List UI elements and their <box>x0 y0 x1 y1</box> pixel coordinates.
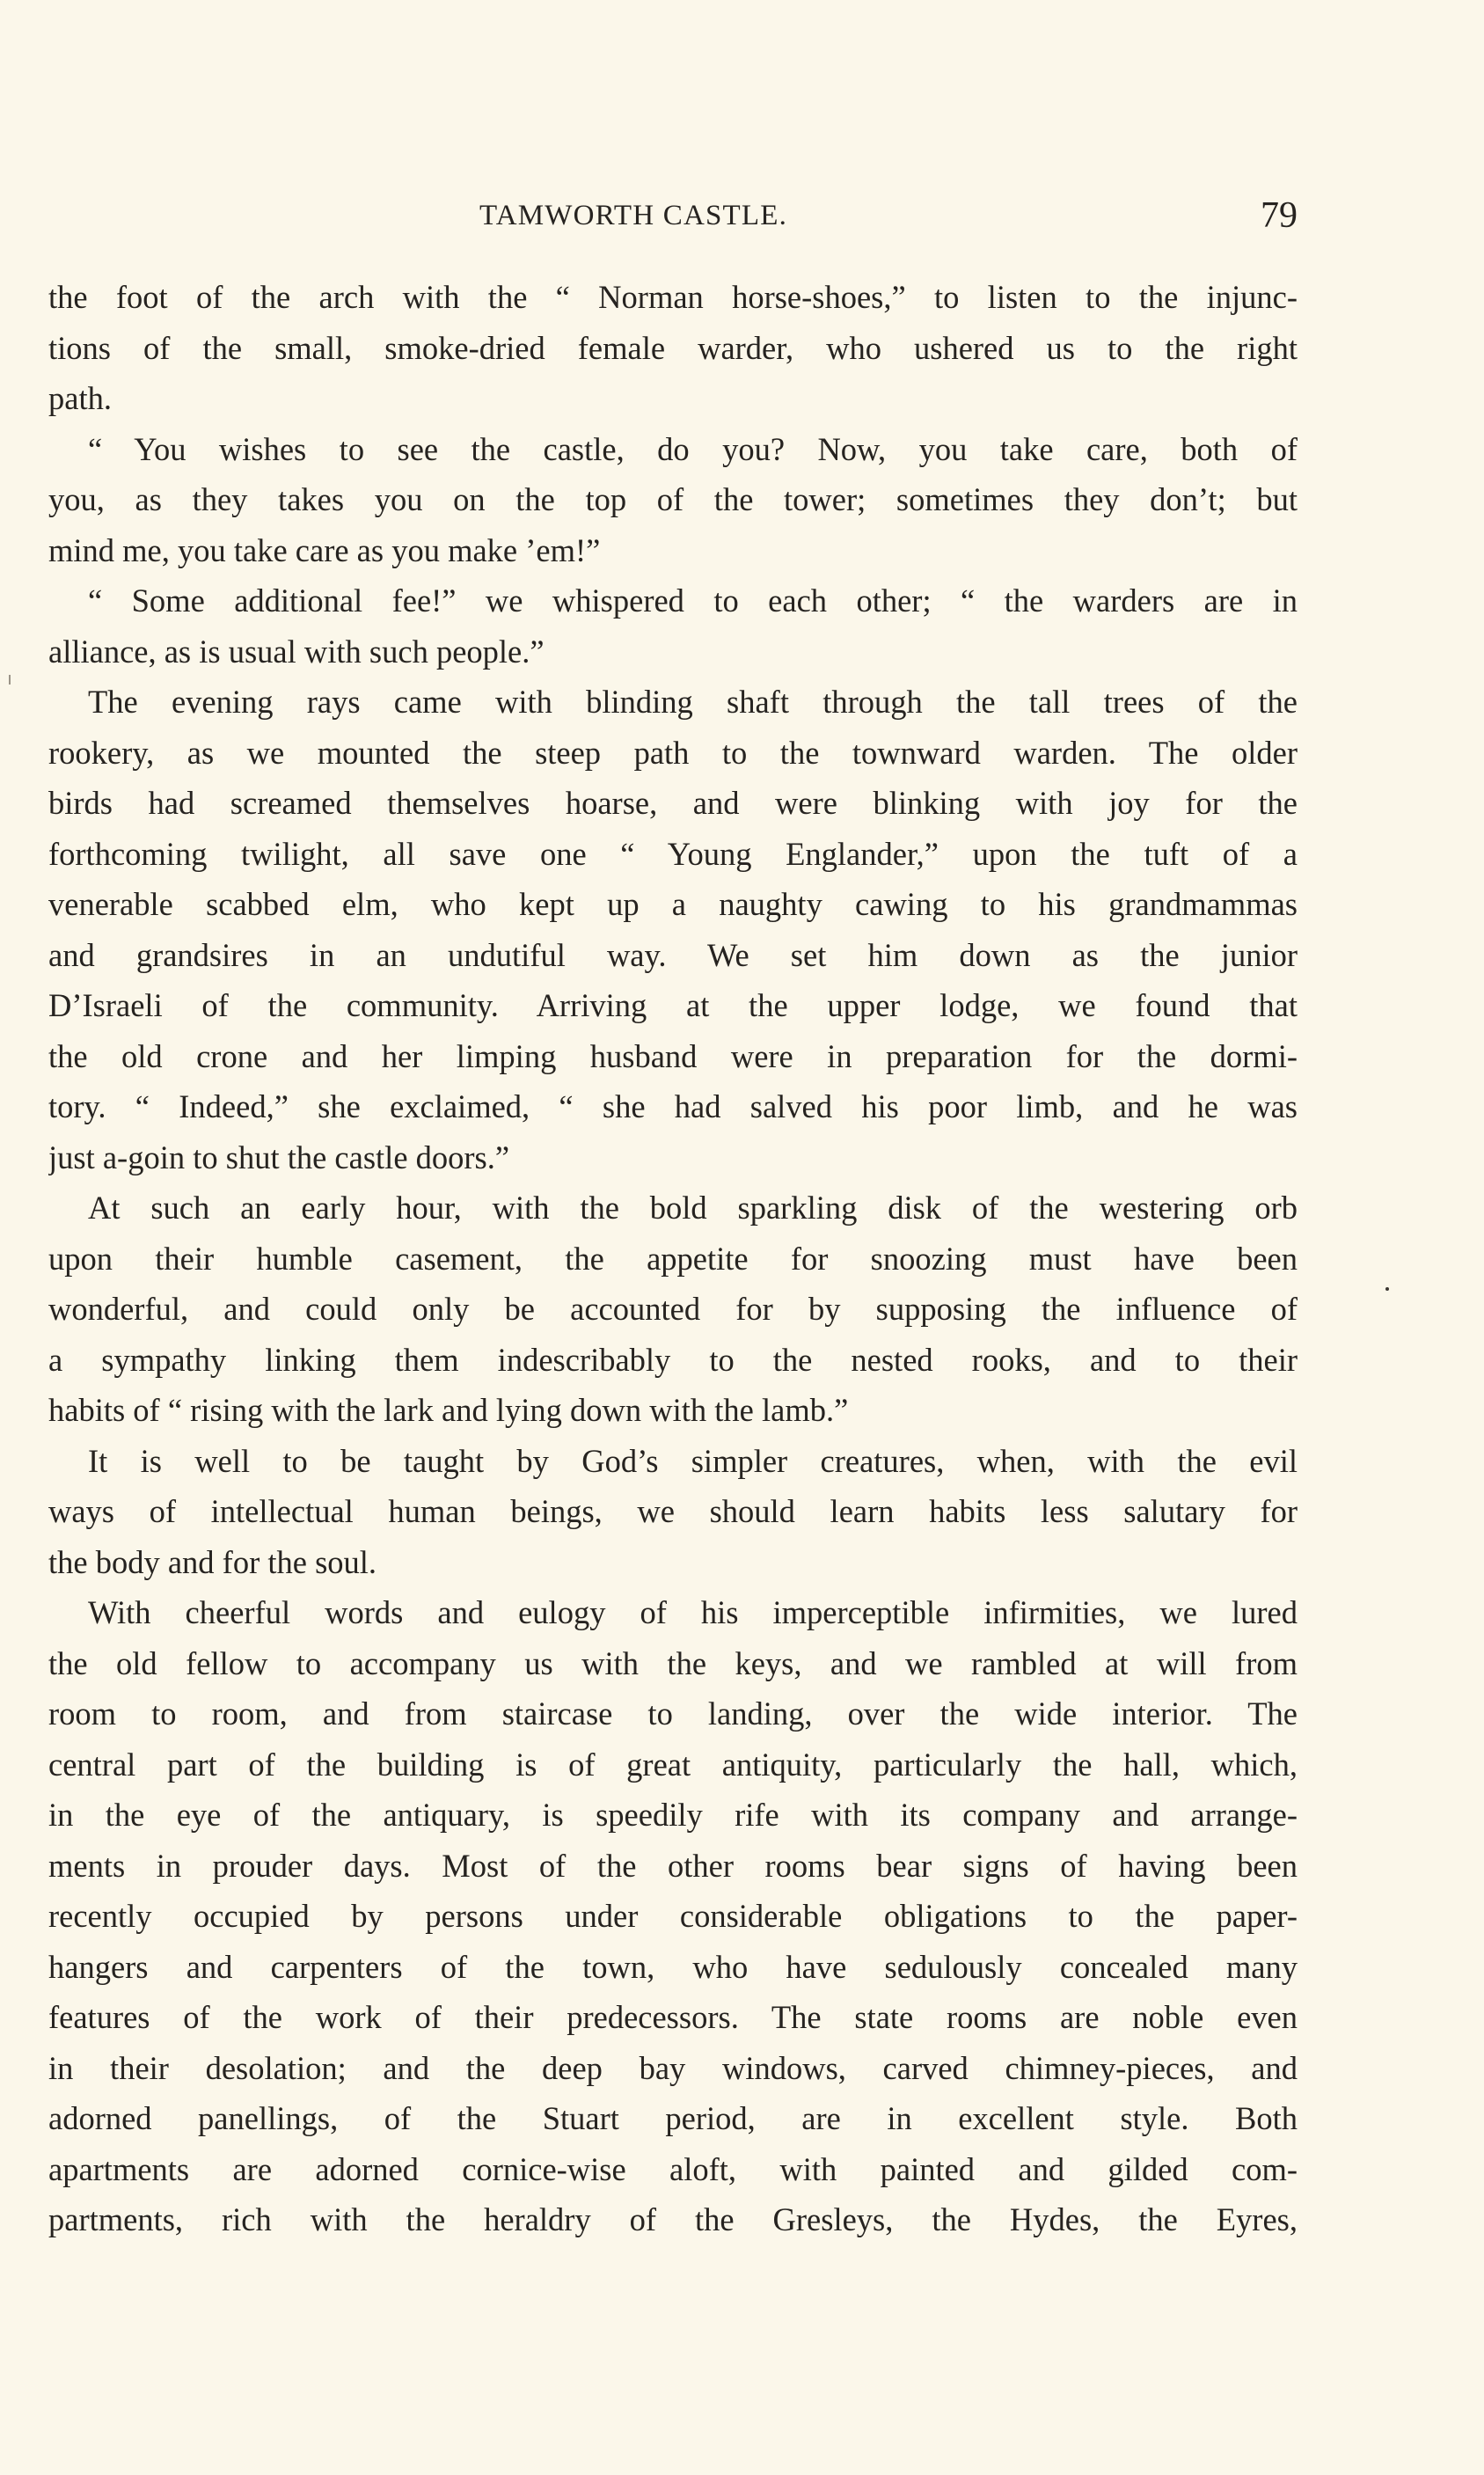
text-line: venerable scabbed elm, who kept up a naughty cawing to his grandmammas <box>48 886 1298 922</box>
text-line: partments, rich with the heraldry of the Gresleys, the Hydes, the Eyres, <box>48 2201 1298 2237</box>
text-line: the body and for the soul. <box>48 1543 377 1580</box>
text-line: the old crone and her limping husband were in preparation for the dormi- <box>48 1037 1298 1074</box>
text-line: “ You wishes to see the castle, do you? Now, you take care, both of <box>88 430 1298 467</box>
text-line: wonderful, and could only be accounted for by supposing the influence of <box>48 1291 1298 1327</box>
text-line: ments in prouder days. Most of the other rooms bear signs of having been <box>48 1847 1298 1884</box>
text-line: features of the work of their predecessors. The state rooms are noble even <box>48 1999 1298 2035</box>
text-line: mind me, you take care as you make ’em!” <box>48 531 601 568</box>
text-line: At such an early hour, with the bold sparkling disk of the westering orb <box>88 1190 1298 1226</box>
text-line: The evening rays came with blinding shaft through the tall trees of the <box>88 684 1298 720</box>
text-line: D’Israeli of the community. Arriving at the upper lodge, we found that <box>48 987 1298 1023</box>
text-line: alliance, as is usual with such people.” <box>48 633 545 670</box>
text-line: rookery, as we mounted the steep path to the townward warden. The older <box>48 734 1298 771</box>
margin-dot <box>1385 1287 1389 1291</box>
text-line: apartments are adorned cornice-wise aloft, with painted and gilded com- <box>48 2150 1298 2187</box>
text-line: you, as they takes you on the top of the tower; sometimes they don’t; but <box>48 481 1298 517</box>
text-line: birds had screamed themselves hoarse, and were blinking with joy for the <box>48 785 1298 821</box>
text-line: just a-goin to shut the castle doors.” <box>48 1139 510 1175</box>
text-line: path. <box>48 380 112 416</box>
text-line: It is well to be taught by God’s simpler creatures, when, with the evil <box>88 1442 1298 1479</box>
text-line: in the eye of the antiquary, is speedily rife with its company and arrange- <box>48 1797 1298 1833</box>
running-head <box>0 194 1484 247</box>
text-line: adorned panellings, of the Stuart period, are in excellent style. Both <box>48 2100 1298 2136</box>
text-line: habits of “ rising with the lark and lying down with the lamb.” <box>48 1392 849 1428</box>
text-line: hangers and carpenters of the town, who have sedulously concealed many <box>48 1948 1298 1985</box>
page-number: 79 <box>1261 195 1298 236</box>
text-line: recently occupied by persons under considerable obligations to the paper- <box>48 1898 1298 1934</box>
text-line: central part of the building is of great antiquity, particularly the hall, which, <box>48 1746 1298 1783</box>
text-line: upon their humble casement, the appetite for snoozing must have been <box>48 1240 1298 1277</box>
text-line: and grandsires in an undutiful way. We set him down as the junior <box>48 936 1298 973</box>
text-line: ways of intellectual human beings, we should learn habits less salutary for <box>48 1493 1298 1529</box>
margin-speck <box>9 675 11 685</box>
running-head-title: TAMWORTH CASTLE. <box>479 200 788 231</box>
text-line: a sympathy linking them indescribably to the nested rooks, and to their <box>48 1341 1298 1378</box>
text-line: tions of the small, smoke-dried female warder, who ushered us to the right <box>48 329 1298 366</box>
text-line: tory. “ Indeed,” she exclaimed, “ she had salved his poor limb, and he was <box>48 1088 1298 1124</box>
body-text <box>48 272 1298 2245</box>
text-line: room to room, and from staircase to landing, over the wide interior. The <box>48 1695 1298 1732</box>
text-line: the foot of the arch with the “ Norman horse-shoes,” to listen to the injunc- <box>48 279 1298 315</box>
text-line: the old fellow to accompany us with the keys, and we rambled at will from <box>48 1644 1298 1681</box>
text-line: forthcoming twilight, all save one “ Young Englander,” upon the tuft of a <box>48 835 1298 872</box>
text-line: With cheerful words and eulogy of his imperceptible infirmities, we lured <box>88 1594 1298 1630</box>
text-line: “ Some additional fee!” we whispered to each other; “ the warders are in <box>88 582 1298 619</box>
text-line: in their desolation; and the deep bay windows, carved chimney-pieces, and <box>48 2049 1298 2086</box>
